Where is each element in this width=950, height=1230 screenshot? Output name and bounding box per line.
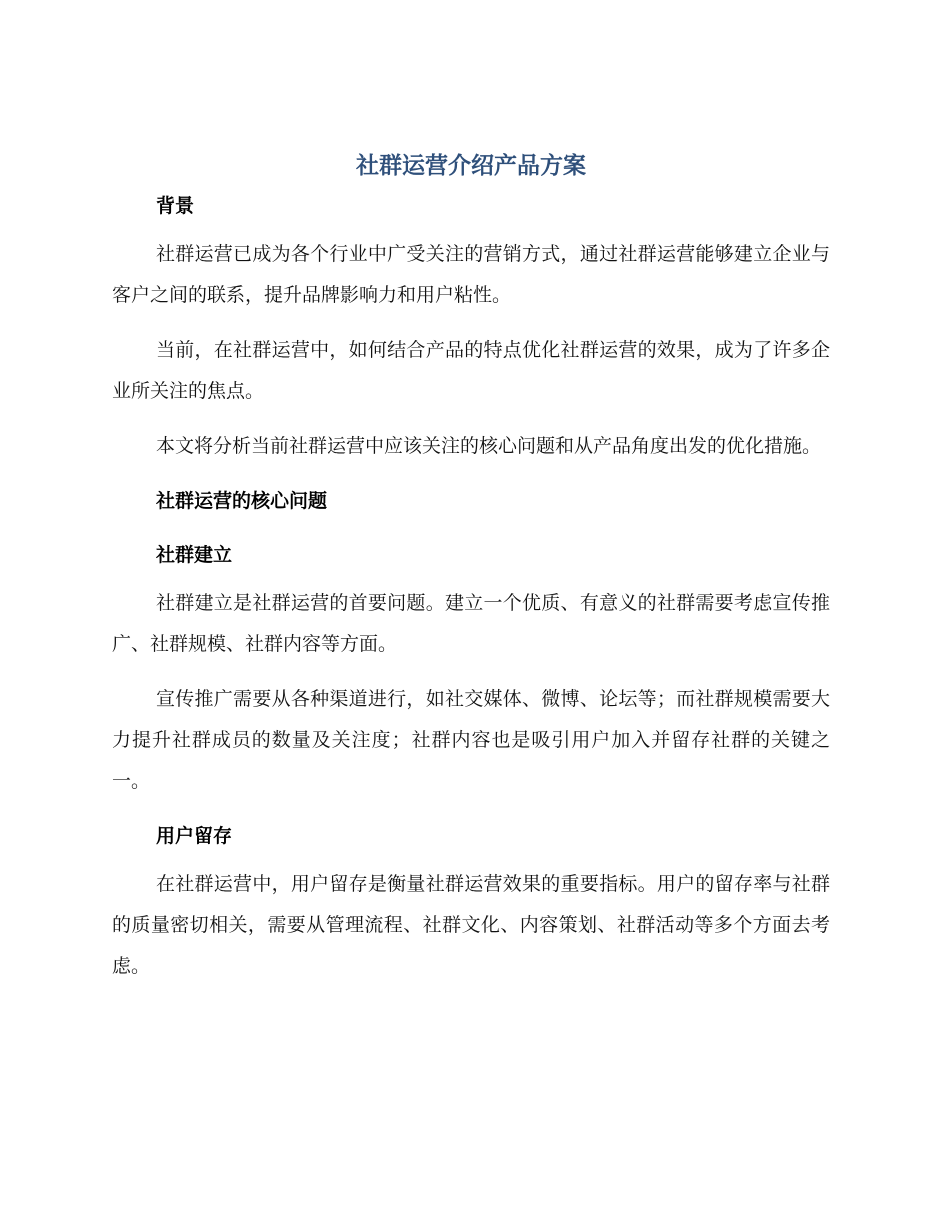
paragraph: 社群建立是社群运营的首要问题。建立一个优质、有意义的社群需要考虑宣传推广、社群规模、社群内容等方面。: [112, 592, 830, 655]
paragraph: 社群运营已成为各个行业中广受关注的营销方式，通过社群运营能够建立企业与客户之间的联系，提升品牌影响力和用户粘性。: [112, 243, 830, 306]
section-heading-user-retention: 用户留存: [156, 825, 233, 847]
document-body: [112, 146, 830, 987]
paragraph: 当前，在社群运营中，如何结合产品的特点优化社群运营的效果，成为了许多企业所关注的焦点。: [112, 339, 830, 402]
section-heading-background: 背景: [156, 195, 195, 217]
section-heading-core-issues: 社群运营的核心问题: [156, 490, 328, 512]
document-title: 社群运营介绍产品方案: [356, 153, 586, 179]
paragraph: 本文将分析当前社群运营中应该关注的核心问题和从产品角度出发的优化措施。: [156, 435, 822, 457]
section-heading-community-building: 社群建立: [156, 544, 233, 566]
paragraph: 宣传推广需要从各种渠道进行，如社交媒体、微博、论坛等；而社群规模需要大力提升社群成员的数量及关注度；社群内容也是吸引用户加入并留存社群的关键之一。: [112, 688, 830, 792]
paragraph: 在社群运营中，用户留存是衡量社群运营效果的重要指标。用户的留存率与社群的质量密切相关，需要从管理流程、社群文化、内容策划、社群活动等多个方面去考虑。: [112, 873, 830, 977]
